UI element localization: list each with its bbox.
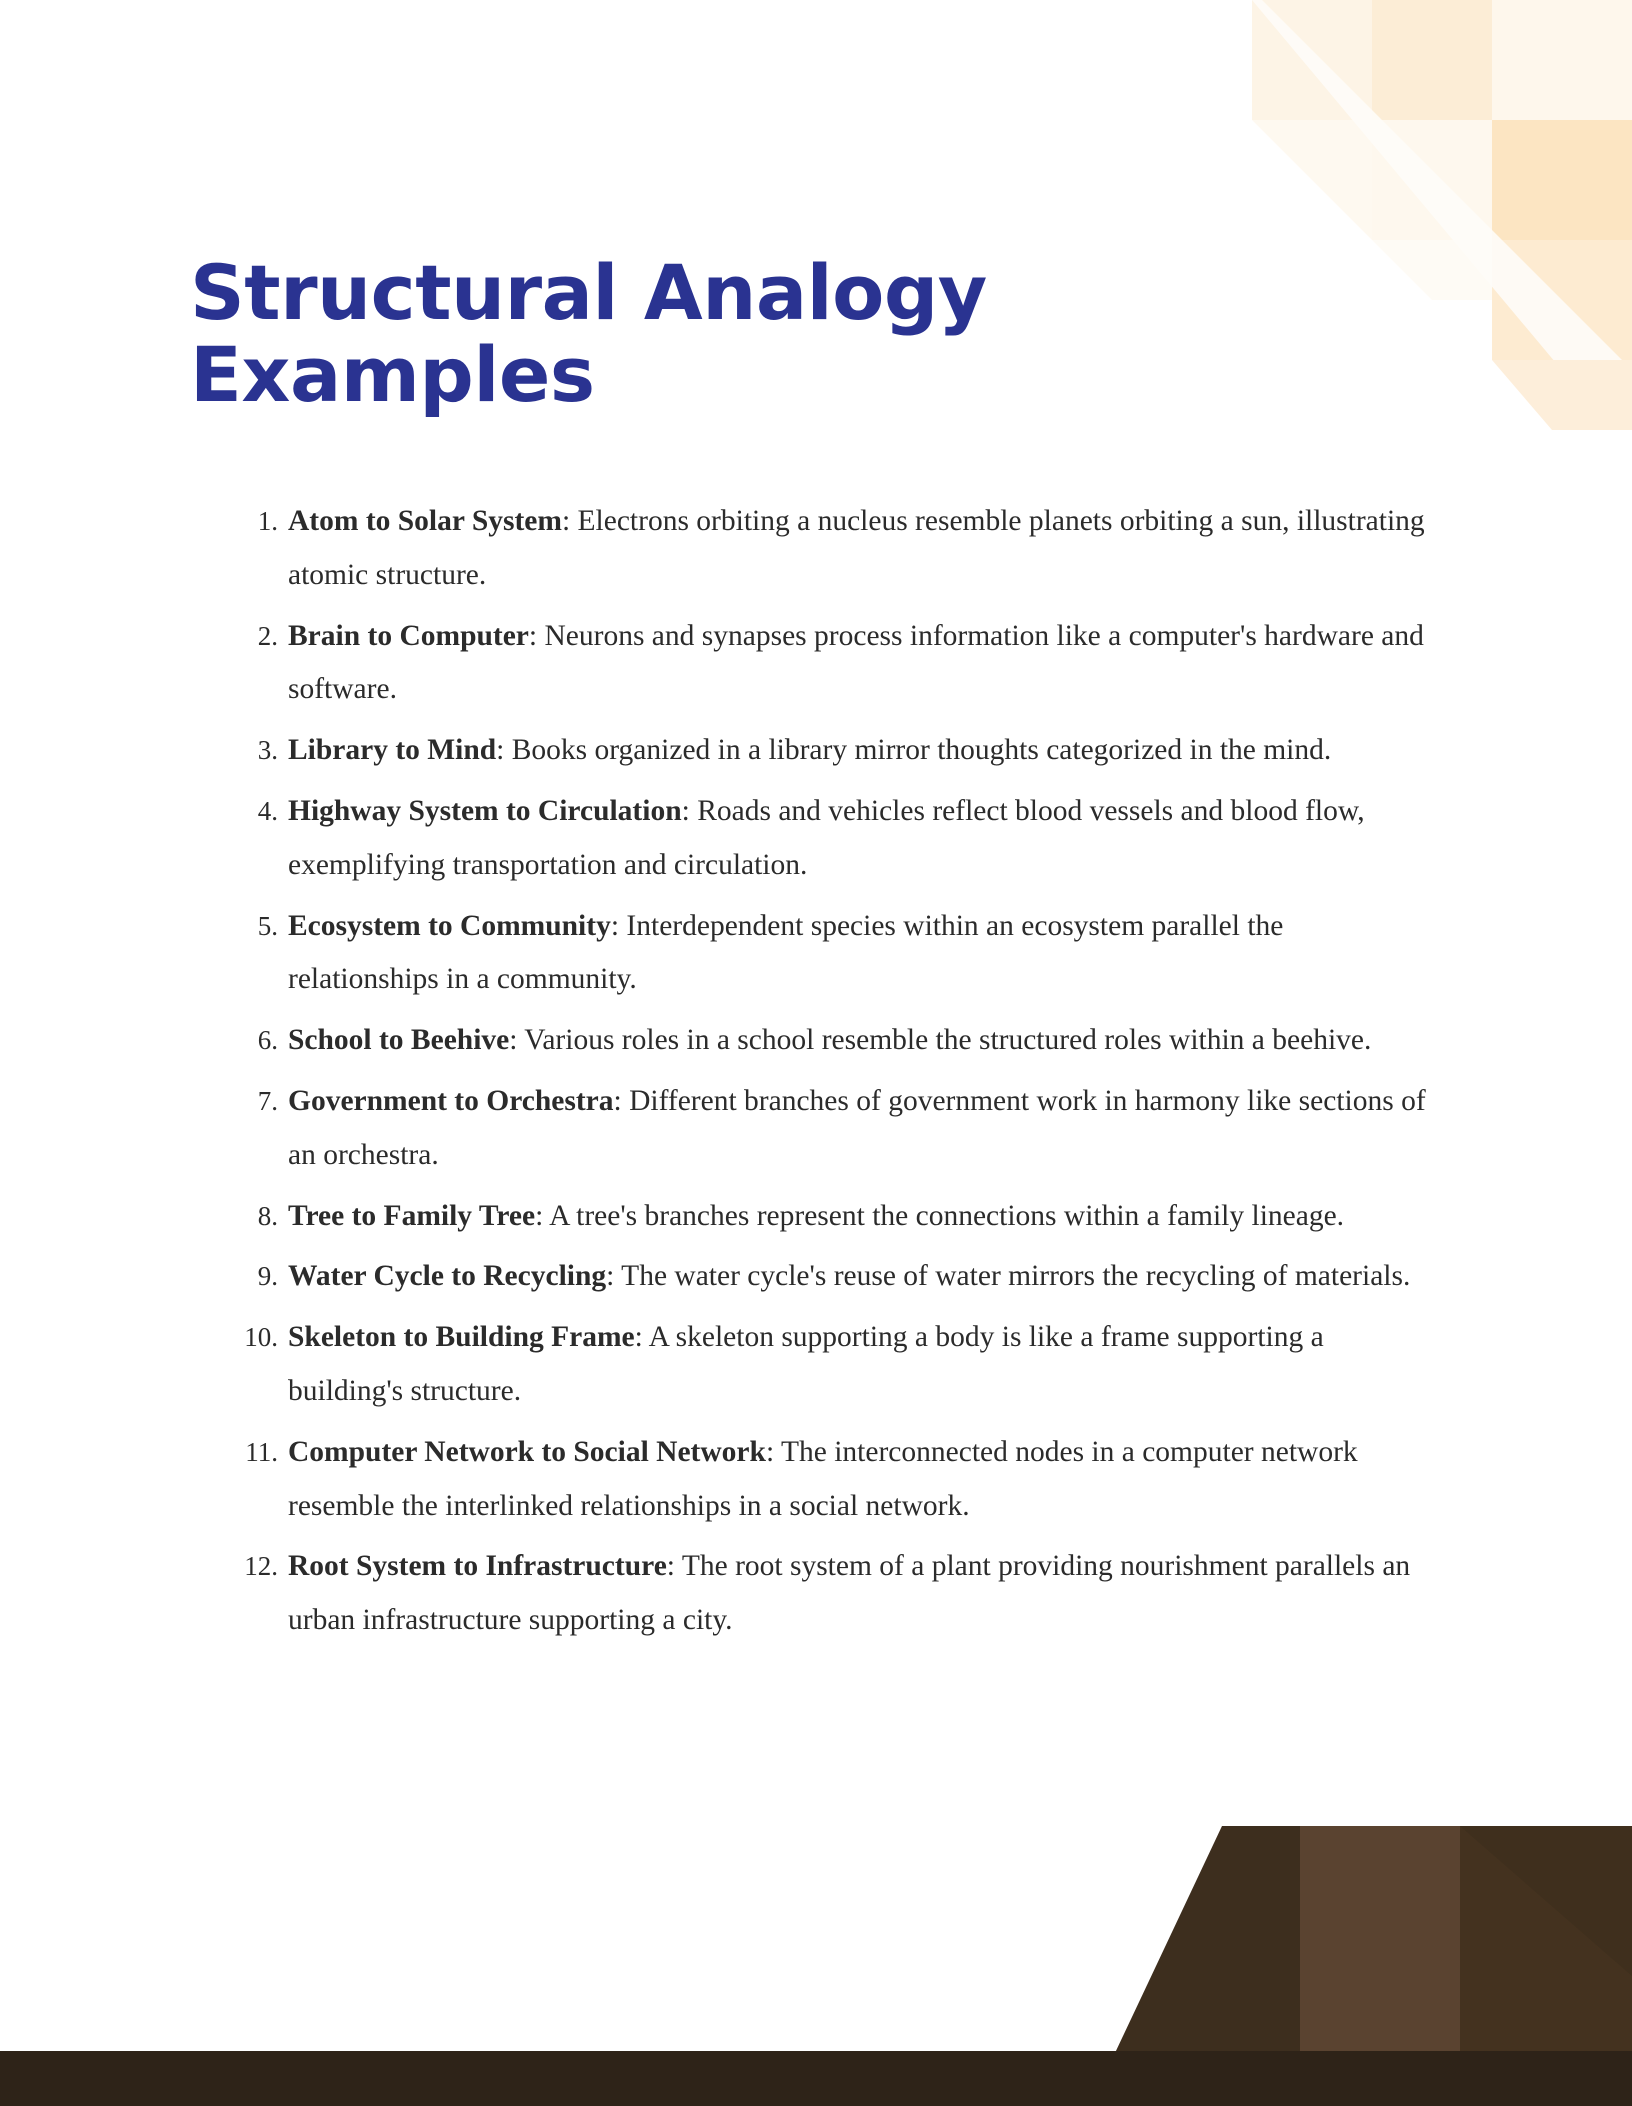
list-item-term: Skeleton to Building Frame — [288, 1321, 635, 1354]
list-item-description: Interdependent species within an ecosystem parallel the relationships in a community. — [288, 909, 1284, 996]
list-item-separator: : — [509, 1024, 525, 1057]
list-item-separator: : — [561, 505, 578, 537]
list-item-description: Various roles in a school resemble the structured roles within a beehive. — [524, 1024, 1372, 1057]
list-item-term: Atom to Solar System — [288, 505, 562, 537]
list-item — [226, 1014, 1426, 1068]
list-item-description: The interconnected nodes in a computer network resemble the interlinked relationships in a social network. — [288, 1435, 1358, 1522]
list-item-term: Tree to Family Tree — [288, 1199, 536, 1232]
list-item-description: Roads and vehicles reflect blood vessels and blood flow, exemplifying transportation and circulation. — [288, 794, 1365, 881]
list-item-description: Electrons orbiting a nucleus resemble planets orbiting a sun, illustrating atomic structure. — [288, 505, 1425, 591]
list-item — [226, 785, 1426, 893]
list-item-separator: : — [606, 1260, 622, 1293]
list-item-separator: : — [613, 1084, 630, 1117]
list-item — [226, 610, 1426, 718]
list-item-separator: : — [610, 909, 627, 942]
page-title: Structural Analogy Examples — [190, 248, 987, 420]
list-item-description: The water cycle's reuse of water mirrors the recycling of materials. — [621, 1260, 1411, 1293]
list-item-term: Ecosystem to Community — [288, 909, 611, 942]
list-item-term: Computer Network to Social Network — [288, 1435, 766, 1468]
list-item-term: Brain to Computer — [288, 619, 529, 652]
analogy-examples-list — [226, 495, 1426, 1655]
list-item-term: School to Beehive — [288, 1024, 510, 1057]
list-item-separator: : — [666, 1550, 682, 1583]
list-item-term: Water Cycle to Recycling — [288, 1260, 607, 1293]
list-item — [226, 495, 1426, 603]
list-item-description: A skeleton supporting a body is like a frame supporting a building's structure. — [288, 1321, 1324, 1407]
list-item — [226, 1250, 1426, 1304]
list-item-description: Different branches of government work in harmony like sections of an orchestra. — [288, 1084, 1426, 1171]
list-item-term: Government to Orchestra — [288, 1084, 614, 1117]
list-item — [226, 724, 1426, 778]
list-item-description: A tree's branches represent the connections within a family lineage. — [549, 1199, 1345, 1232]
list-item — [226, 1190, 1426, 1244]
list-item-separator: : — [681, 794, 698, 827]
list-item-separator: : — [496, 734, 512, 767]
list-item-separator: : — [765, 1435, 781, 1468]
list-item-separator: : — [634, 1321, 649, 1354]
list-item-term: Highway System to Circulation — [288, 794, 682, 827]
list-item — [226, 900, 1426, 1008]
list-item-description: Books organized in a library mirror thoughts categorized in the mind. — [511, 734, 1332, 767]
list-item-term: Root System to Infrastructure — [288, 1550, 667, 1583]
list-item-term: Library to Mind — [288, 734, 497, 767]
list-item-separator: : — [535, 1199, 550, 1232]
list-item — [226, 1540, 1426, 1648]
list-item-description: Neurons and synapses process information like a computer's hardware and software. — [288, 619, 1424, 706]
list-item-description: The root system of a plant providing nourishment parallels an urban infrastructure supporting a city. — [288, 1550, 1411, 1637]
list-item — [226, 1426, 1426, 1534]
list-item — [226, 1311, 1426, 1419]
list-item-separator: : — [528, 619, 545, 652]
list-item — [226, 1075, 1426, 1183]
